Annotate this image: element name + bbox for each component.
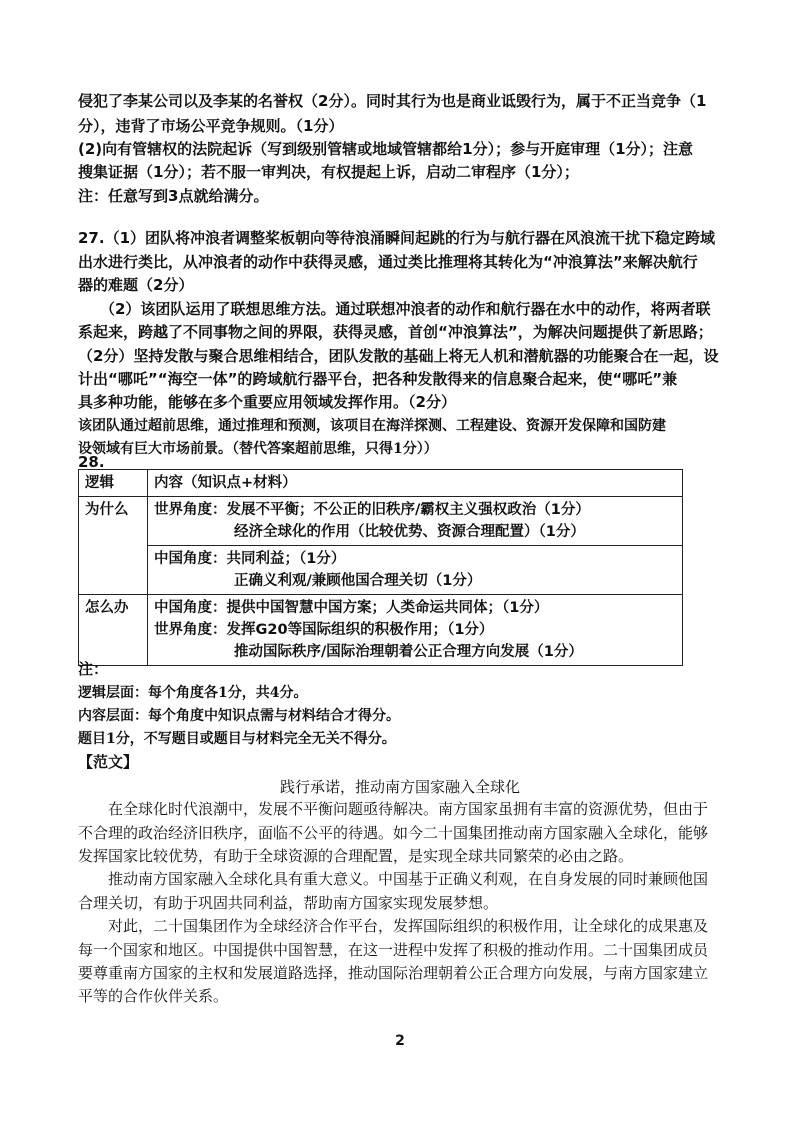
how-china-1: 提供中国智慧中国方案；人类命运共同体；（1分） <box>226 600 549 616</box>
essay-line-9: 平等的合作伙伴关系。 <box>78 987 229 1005</box>
why-label: 为什么 <box>79 497 148 595</box>
table-row-why-china <box>79 546 683 595</box>
q27-line-3: 器的难题（2分） <box>78 276 194 294</box>
answer-line-3: (2)向有管辖权的法院起诉（写到级别管辖或地域管辖都给1分）；参与开庭审理（1分）；注意 <box>78 140 694 158</box>
answer-line-2: 分），违背了市场公平竞争规则。（1分） <box>78 117 344 135</box>
q27-line-1: 27.（1）团队将冲浪者调整桨板朝向等待浪涌瞬间起跳的行为与航行器在风浪流干扰下稳定跨域 <box>78 229 716 247</box>
table-row-how <box>79 595 683 666</box>
why-world-2: 经济全球化的作用（比较优势、资源合理配置）（1分） <box>234 524 585 540</box>
q28-label: 28. <box>78 453 105 471</box>
why-world-cell <box>148 497 683 546</box>
header-logic: 逻辑 <box>79 470 148 497</box>
q28-scoring-table <box>78 469 683 666</box>
q27-line-2: 出水进行类比，从冲浪者的动作中获得灵感，通过类比推理将其转化为“冲浪算法”来解决航行 <box>78 253 698 271</box>
why-china-2: 正确义利观/兼顾他国合理关切（1分） <box>234 573 482 589</box>
why-china-1: 共同利益；（1分） <box>226 551 346 567</box>
essay-line-3: 发挥国家比较优势，有助于全球资源的合理配置，是实现全球共同繁荣的必由之路。 <box>78 847 634 865</box>
q27-line-10: 设领域有巨大市场前景。（替代答案超前思维，只得1分）） <box>78 441 438 457</box>
essay-line-5: 合理关切，有助于巩固共同利益，帮助南方国家实现发展梦想。 <box>78 894 499 912</box>
q27-line-4: （2）该团队运用了联想思维方法。通过联想冲浪者的动作和航行器在水中的动作，将两者联 <box>100 300 711 318</box>
why-world-tag: 世界角度： <box>154 502 227 518</box>
header-content: 内容（知识点+材料） <box>148 470 683 497</box>
how-world-2: 推动国际秩序/国际治理朝着公正合理方向发展（1分） <box>234 644 583 660</box>
q28-note-3: 题目1分，不写题目或题目与材料完全无关不得分。 <box>78 731 396 747</box>
how-china-tag: 中国角度： <box>154 600 227 616</box>
q27-line-5: 系起来，跨越了不同事物之间的界限，获得灵感，首创“冲浪算法”，为解决问题提供了新思路； <box>78 323 713 341</box>
why-china-cell <box>148 546 683 595</box>
essay-tag: 【范文】 <box>78 753 139 771</box>
q27-line-7: 计出“哪吒”“海空一体”的跨域航行器平台，把各种发散得来的信息聚合起来，使“哪吒”兼 <box>78 370 678 388</box>
answer-line-4: 搜集证据（1分）；若不服一审判决，有权提起上诉，启动二审程序（1分）； <box>78 163 579 181</box>
essay-line-2: 不合理的政治经济旧秩序，面临不公平的待遇。如今二十国集团推动南方国家融入全球化，能够 <box>78 824 709 842</box>
answer-note: 注：任意写到3点就给满分。 <box>78 187 269 205</box>
q28-note-1: 逻辑层面：每个角度各1分，共4分。 <box>78 685 308 701</box>
essay-line-8: 要尊重南方国家的主权和发展道路选择，推动国际治理朝着公正合理方向发展，与南方国家建立 <box>78 964 709 982</box>
table-row-why-world <box>79 497 683 546</box>
essay-line-1: 在全球化时代浪潮中，发展不平衡问题亟待解决。南方国家虽拥有丰富的资源优势，但由于 <box>108 800 709 818</box>
q27-line-9: 该团队通过超前思维，通过推理和预测，该项目在海洋探测、工程建设、资源开发保障和国防建 <box>78 418 666 434</box>
essay-line-6: 对此，二十国集团作为全球经济合作平台，发挥国际组织的积极作用，让全球化的成果惠及 <box>108 917 709 935</box>
q28-note-label: 注： <box>78 660 109 678</box>
why-world-1: 发展不平衡；不公正的旧秩序/霸权主义强权政治（1分） <box>226 502 590 518</box>
why-china-tag: 中国角度： <box>154 551 227 567</box>
q28-note-2: 内容层面：每个角度中知识点需与材料结合才得分。 <box>78 708 400 724</box>
how-label: 怎么办 <box>79 595 148 666</box>
page-number: 2 <box>395 1033 405 1049</box>
how-cell <box>148 595 683 666</box>
answer-line-1: 侵犯了李某公司以及李某的名誉权（2分）。同时其行为也是商业诋毁行为，属于不正当竞争（1 <box>78 92 707 110</box>
essay-line-7: 每一个国家和地区。中国提供中国智慧，在这一进程中发挥了积极的推动作用。二十国集团成员 <box>78 941 709 959</box>
how-world-tag: 世界角度： <box>154 622 227 638</box>
table-header-row <box>79 470 683 497</box>
essay-title: 践行承诺，推动南方国家融入全球化 <box>279 778 520 796</box>
q27-line-8: 具多种功能，能够在多个重要应用领域发挥作用。（2分） <box>78 393 456 411</box>
essay-line-4: 推动南方国家融入全球化具有重大意义。中国基于正确义利观，在自身发展的同时兼顾他国 <box>108 870 709 888</box>
how-world-1: 发挥G20等国际组织的积极作用；（1分） <box>226 622 494 638</box>
q27-line-6: （2分）坚持发散与聚合思维相结合，团队发散的基础上将无人机和潜航器的功能聚合在一起，设 <box>78 347 719 365</box>
